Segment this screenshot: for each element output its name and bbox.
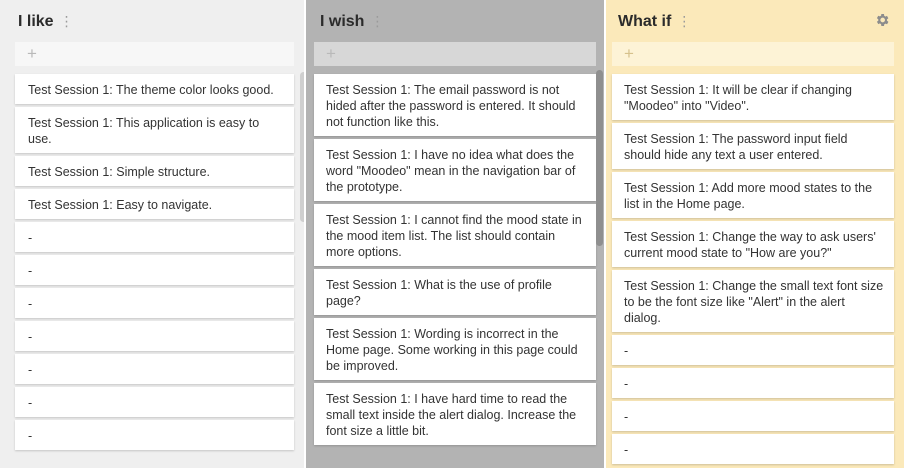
card[interactable]: - — [612, 368, 894, 398]
column-header — [606, 0, 904, 42]
card[interactable]: - — [15, 288, 294, 318]
card[interactable]: Test Session 1: I have hard time to read the small text inside the alert dialog. Increase the font size a little bit. — [314, 383, 596, 445]
card[interactable]: Test Session 1: Add more mood states to the list in the Home page. — [612, 172, 894, 218]
card[interactable]: - — [612, 401, 894, 431]
card[interactable]: Test Session 1: The password input field should hide any text a user entered. — [612, 123, 894, 169]
card[interactable]: Test Session 1: I cannot find the mood state in the mood item list. The list should contain more options. — [314, 204, 596, 266]
column-menu-icon[interactable]: ⋮ — [59, 13, 74, 29]
column-title-text: I like — [18, 13, 54, 30]
card[interactable]: - — [612, 335, 894, 365]
card[interactable]: - — [15, 420, 294, 450]
plus-icon: + — [326, 44, 336, 63]
gear-icon[interactable] — [874, 12, 890, 28]
column-scrollbar[interactable] — [300, 72, 304, 222]
card-list — [612, 74, 894, 467]
column-scrollbar[interactable] — [596, 70, 603, 246]
card[interactable]: - — [612, 434, 894, 464]
add-card-button[interactable] — [612, 42, 894, 66]
column-title-text: I wish — [320, 13, 365, 30]
card[interactable]: - — [15, 222, 294, 252]
add-card-button[interactable] — [15, 42, 294, 66]
card[interactable]: - — [15, 354, 294, 384]
card[interactable]: Test Session 1: It will be clear if changing "Moodeo" into "Video". — [612, 74, 894, 120]
card[interactable]: Test Session 1: I have no idea what does the word "Moodeo" mean in the navigation bar of the prototype. — [314, 139, 596, 201]
card-list — [314, 74, 596, 448]
column-title — [18, 13, 74, 31]
plus-icon: + — [624, 44, 634, 63]
card[interactable]: Test Session 1: The theme color looks good. — [15, 74, 294, 104]
column-menu-icon[interactable]: ⋮ — [677, 13, 692, 29]
card[interactable]: Test Session 1: Easy to navigate. — [15, 189, 294, 219]
column-header — [0, 0, 304, 42]
card[interactable]: - — [15, 255, 294, 285]
column-title — [618, 13, 691, 31]
column-title-text: What if — [618, 13, 672, 30]
card[interactable]: Test Session 1: Simple structure. — [15, 156, 294, 186]
column-header — [306, 0, 604, 42]
card[interactable]: Test Session 1: Wording is incorrect in the Home page. Some working in this page could be improved. — [314, 318, 596, 380]
plus-icon: + — [27, 44, 37, 63]
card[interactable]: Test Session 1: Change the way to ask users' current mood state to "How are you?" — [612, 221, 894, 267]
card[interactable]: - — [15, 387, 294, 417]
card[interactable]: - — [15, 321, 294, 351]
column-what-if — [606, 0, 904, 468]
card[interactable]: Test Session 1: What is the use of profile page? — [314, 269, 596, 315]
column-menu-icon[interactable]: ⋮ — [370, 13, 385, 29]
column-title — [320, 13, 384, 31]
card[interactable]: Test Session 1: The email password is not hided after the password is entered. It should not function like this. — [314, 74, 596, 136]
card[interactable]: Test Session 1: Change the small text font size to be the font size like "Alert" in the alert dialog. — [612, 270, 894, 332]
add-card-button[interactable] — [314, 42, 596, 66]
card[interactable]: Test Session 1: This application is easy to use. — [15, 107, 294, 153]
card-list — [15, 74, 294, 453]
column-i-wish — [306, 0, 604, 468]
column-i-like — [0, 0, 304, 468]
